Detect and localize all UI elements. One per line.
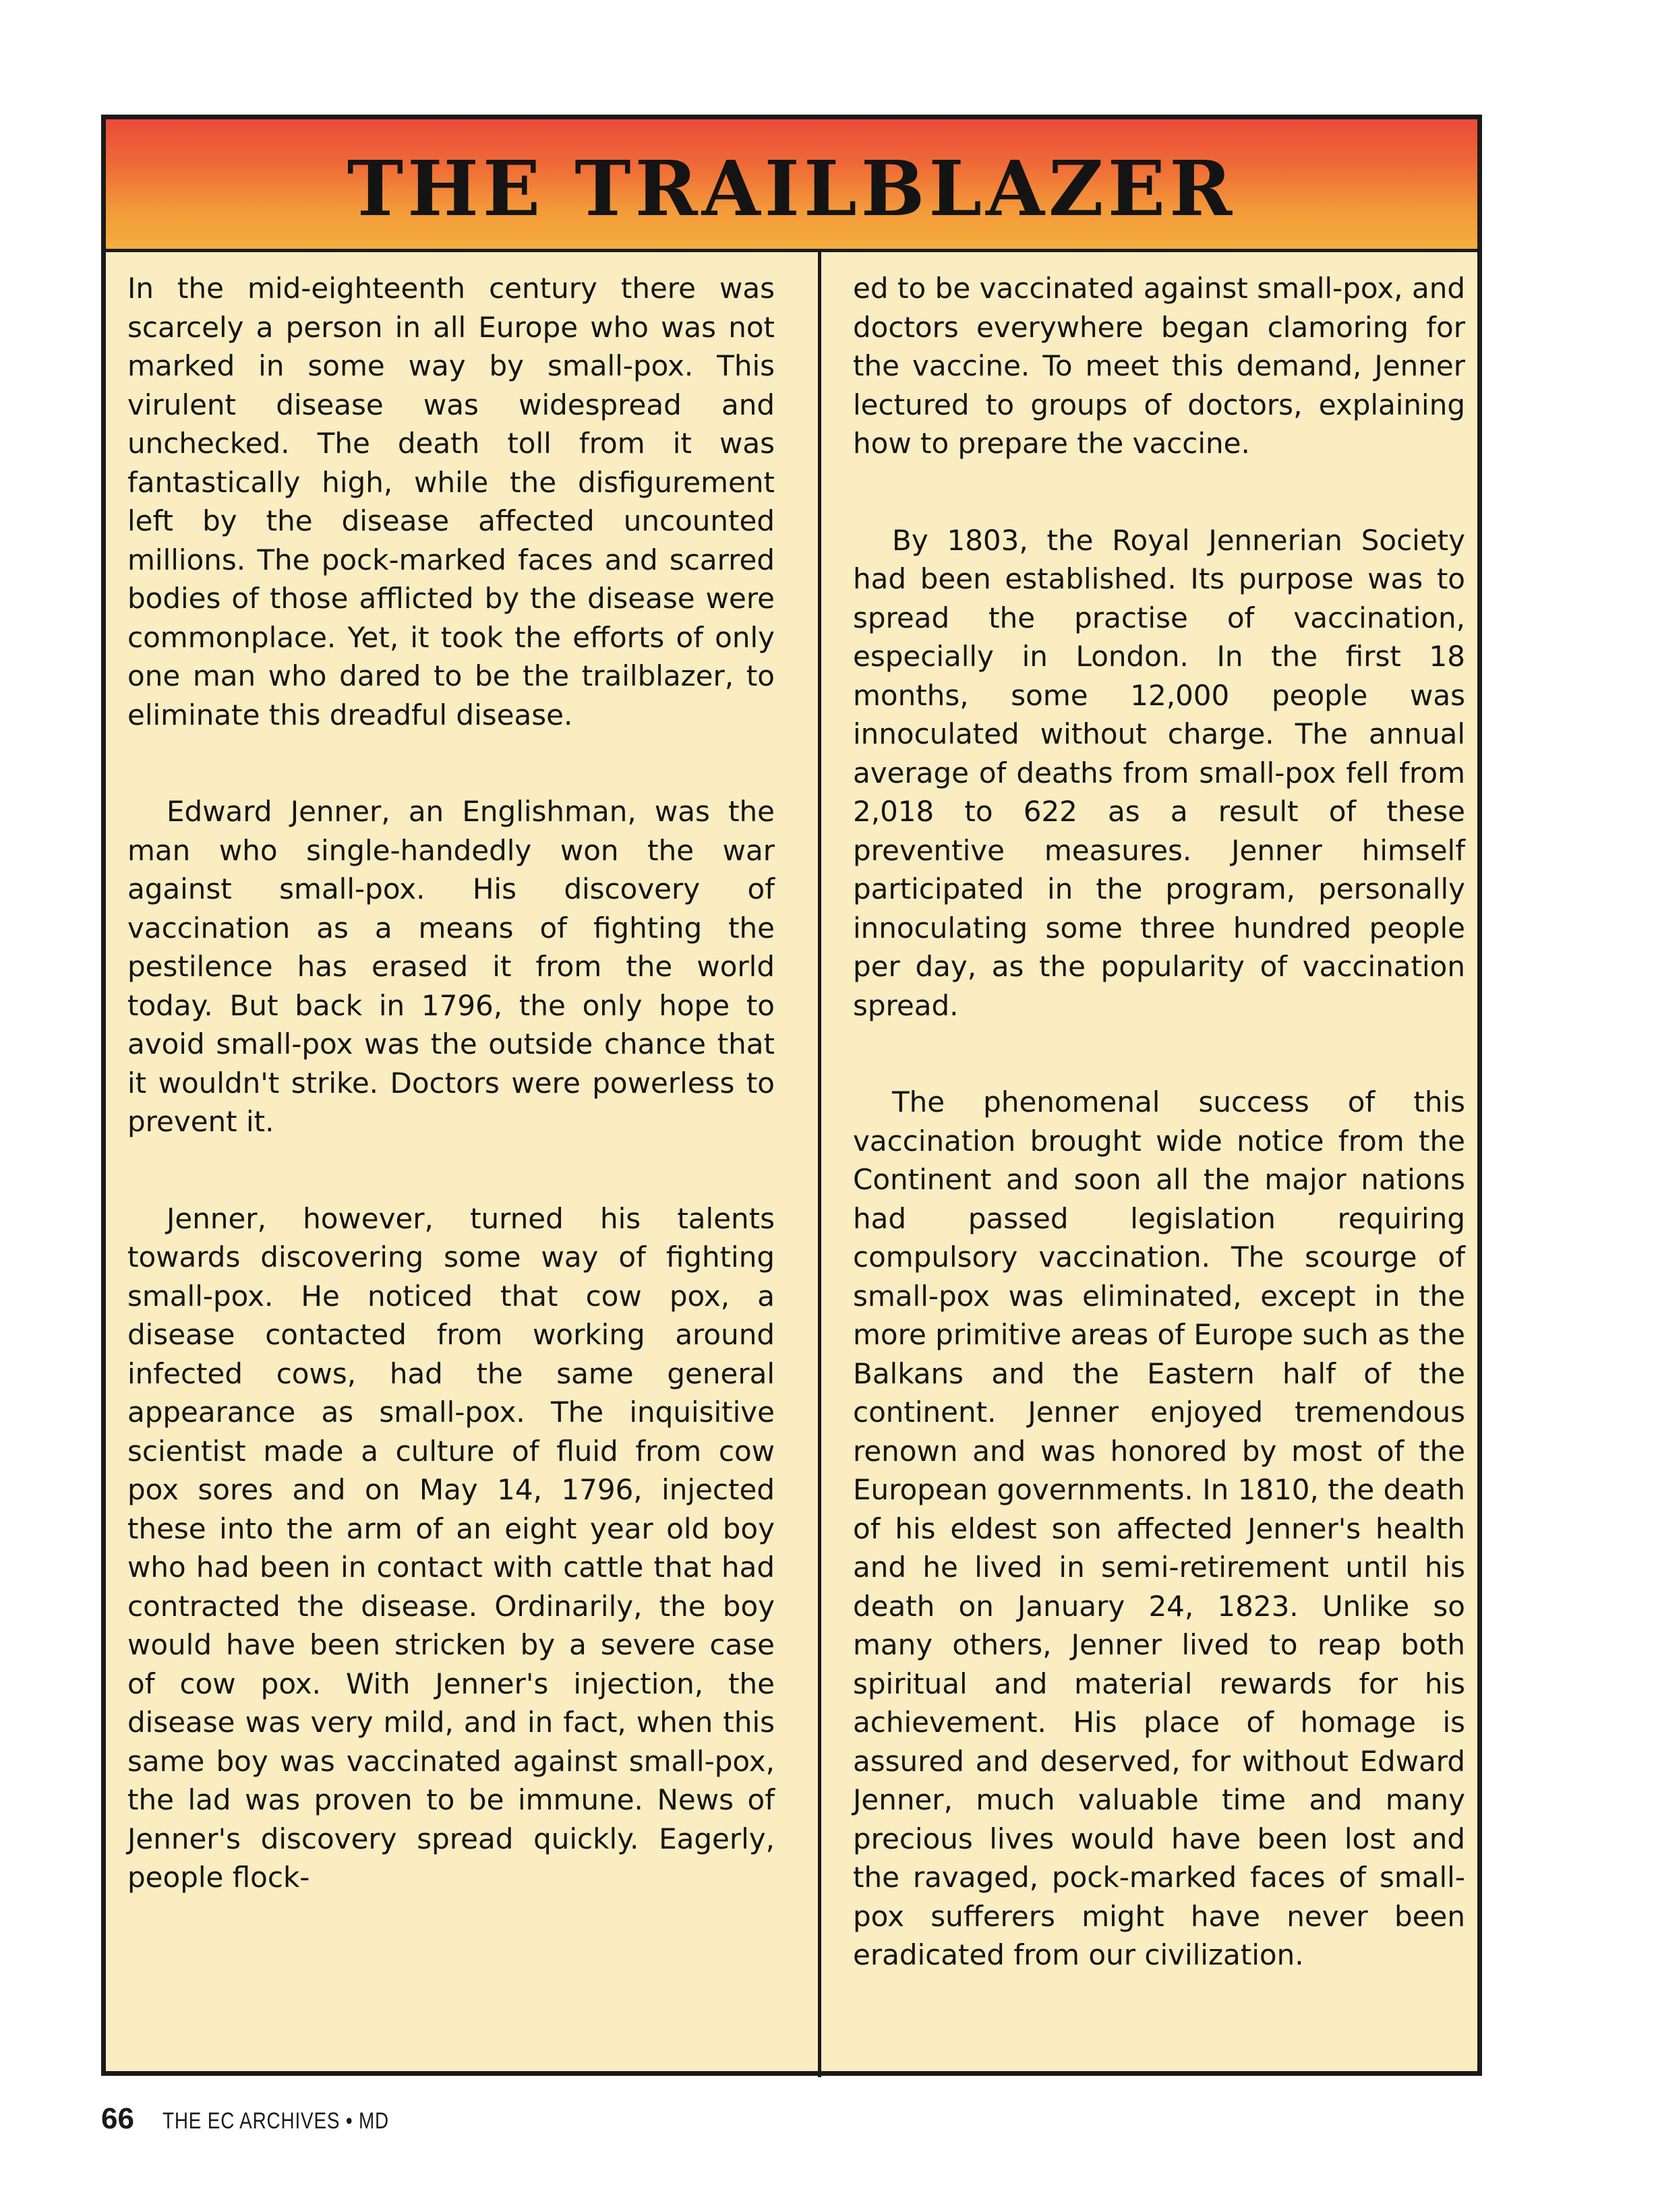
page-number: 66: [101, 2102, 134, 2135]
article-title: THE TRAILBLAZER: [347, 144, 1237, 233]
paragraph-continued: ed to be vaccinated against small-pox, and doctors everywhere began clamoring for the vaccine. To meet this demand, Jenner lectured to groups of doctors, explaining how to prepare the vaccine.: [853, 272, 1465, 460]
column-divider: [818, 252, 821, 2077]
title-banner: [106, 119, 1477, 252]
paragraph-intro: In the mid-eighteenth century there was scarcely a person in all Europe who was not marked in some way by small-pox. This virulent disease was widespread and unchecked. The death toll from it was fantastically high, while the disfigurement left by the disease affected uncounted millions. The pock-marked faces and scarred bodies of those afflicted by the disease were commonplace. Yet, it took the efforts of only one man who dared to be the trailblazer, to eliminate this dreadful disease.: [127, 272, 775, 731]
paragraph-legacy: The phenomenal success of this vaccination brought wide notice from the Continent and soon all the major nations had passed legislation requiring compulsory vaccination. The scourge of small-pox was eliminated, except in the more primitive areas of Europe such as the Balkans and the Eastern half of the continent. Jenner enjoyed tremendous renown and was honored by most of the European governments. In 1810, the death of his eldest son affected Jenner's health and he lived in semi-retirement until his death on January 24, 1823. Unlike so many others, Jenner lived to reap both spiritual and material rewards for his achievement. His place of homage is assured and deserved, for without Edward Jenner, much valuable time and many precious lives would have been lost and the ravaged, pock-marked faces of small-pox sufferers might have never been eradicated from our civilization.: [853, 1085, 1465, 1971]
article-panel: [101, 115, 1482, 2076]
series-label: THE EC ARCHIVES • MD: [162, 2108, 389, 2134]
right-column: [853, 269, 1465, 2033]
paragraph-jenner: Edward Jenner, an Englishman, was the man who single-handedly won the war against small-pox. His discovery of vaccination as a means of fighting the pestilence has erased it from the world today. But back in 1796, the only hope to avoid small-pox was the outside chance that it wouldn't strike. Doctors were powerless to prevent it.: [127, 795, 775, 1138]
paragraph-society: By 1803, the Royal Jennerian Society had been established. Its purpose was to spread the practise of vaccination, especially in London. In the first 18 months, some 12,000 people was innoculated without charge. The annual average of deaths from small-pox fell from 2,018 to 622 as a result of these preventive measures. Jenner himself participated in the program, personally innoculating some three hundred people per day, as the popularity of vaccination spread.: [853, 523, 1465, 1022]
page-footer: [101, 2102, 439, 2136]
paragraph-discovery: Jenner, however, turned his talents towards discovering some way of fighting small-pox. He noticed that cow pox, a disease contacted from working around infected cows, had the same general appearance as small-pox. The inquisitive scientist made a culture of fluid from cow pox sores and on May 14, 1796, injected these into the arm of an eight year old boy who had been in contact with cattle that had contracted the disease. Ordinarily, the boy would have been stricken by a severe case of cow pox. With Jenner's injection, the disease was very mild, and in fact, when this same boy was vaccinated against small-pox, the lad was proven to be immune. News of Jenner's discovery spread quickly. Eagerly, people flock-: [127, 1201, 775, 1894]
left-column: [127, 269, 775, 1955]
